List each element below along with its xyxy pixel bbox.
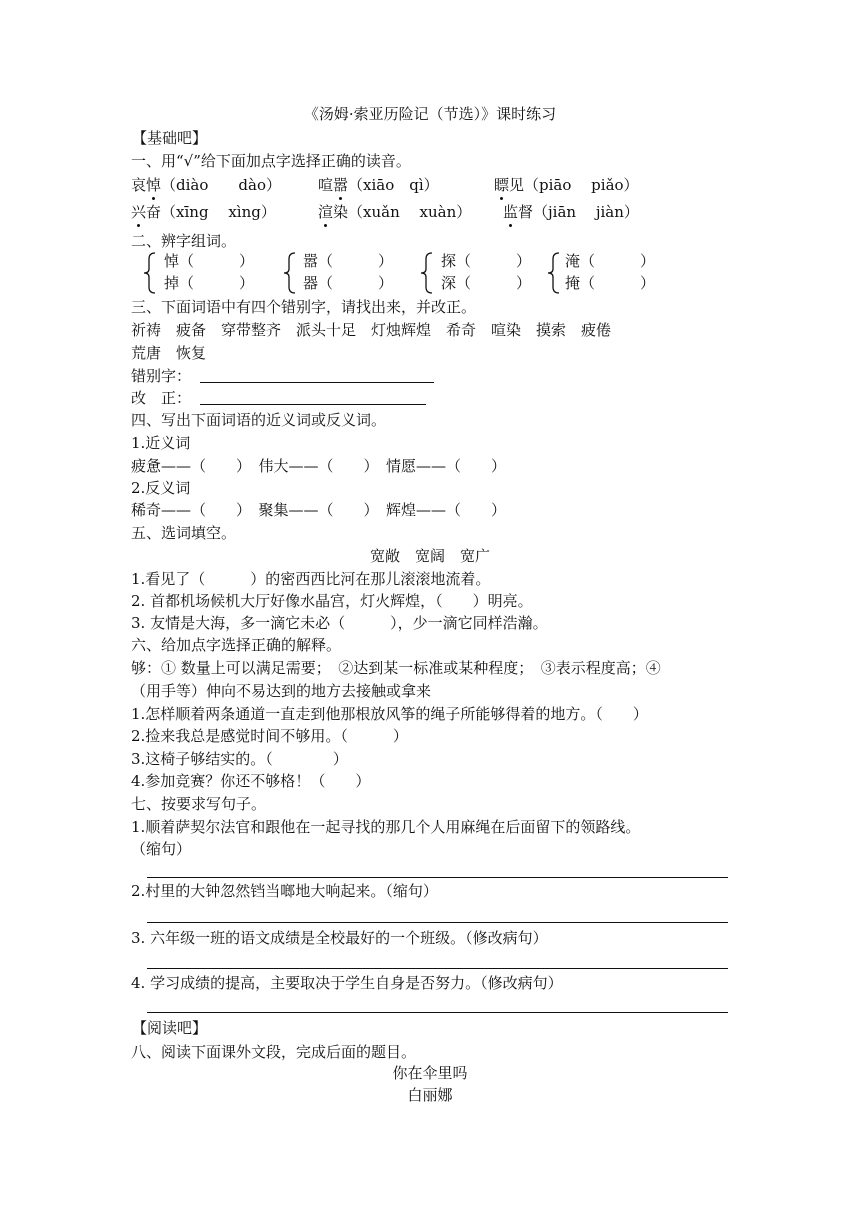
dotted-char: 嚣 xyxy=(333,176,349,194)
q7-sentence-4: 4. 学习成绩的提高，主要取决于学生自身是否努力。（修改病句） xyxy=(131,974,563,992)
q5-sentence-1: 1.看见了（ ）的密西西比河在那儿滚滚地流着。 xyxy=(131,570,491,588)
brace-icon xyxy=(547,252,561,294)
q6-definitions-line1: 够：① 数量上可以满足需要； ②达到某一标准或某种程度； ③表示程度高；④ xyxy=(131,659,661,677)
q1-item-2: 喧嚣（xiāo qì） xyxy=(318,176,439,194)
q4-antonym-items: 稀奇——（ ） 聚集——（ ） 辉煌——（ ） xyxy=(131,501,507,519)
passage-author: 白丽娜 xyxy=(407,1086,453,1104)
q7-heading: 七、按要求写句子。 xyxy=(131,795,267,813)
q4-antonym-label: 2.反义词 xyxy=(131,479,191,497)
dotted-char: 悼 xyxy=(146,176,162,194)
q2-group4-top: 淹（ ） xyxy=(565,252,656,270)
answer-line[interactable] xyxy=(147,922,728,923)
q5-sentence-3: 3. 友情是大海，多一滴它未必（ ），少一滴它同样浩瀚。 xyxy=(131,614,548,632)
q7-sentence-2: 2.村里的大钟忽然铛当啷地大响起来。（缩句） xyxy=(131,882,438,900)
q3-heading: 三、下面词语中有四个错别字，请找出来，并改正。 xyxy=(131,298,477,316)
brace-icon xyxy=(143,252,157,294)
q6-definitions-line2: （用手等）伸向不易达到的地方去接触或拿来 xyxy=(131,682,432,700)
q4-synonym-label: 1.近义词 xyxy=(131,434,191,452)
q6-sentence-4: 4.参加竞赛？你还不够格！（ ） xyxy=(131,772,371,790)
q2-group4-bottom: 掩（ ） xyxy=(565,274,656,292)
q2-group2-top: 嚣（ ） xyxy=(303,252,394,270)
answer-line[interactable] xyxy=(200,404,426,405)
q4-heading: 四、写出下面词语的近义词或反义词。 xyxy=(131,411,387,429)
q7-sentence-1-line2: （缩句） xyxy=(131,840,192,858)
q5-sentence-2: 2. 首都机场候机大厅好像水晶宫，灯火辉煌，（ ）明亮。 xyxy=(131,592,533,610)
brace-icon xyxy=(420,252,434,294)
section-header-reading: 【阅读吧】 xyxy=(132,1019,208,1037)
answer-line[interactable] xyxy=(147,877,728,878)
q1-item-3: 瞟见（piāo piǎo） xyxy=(494,176,639,194)
dotted-char: 兴 xyxy=(131,203,147,221)
q3-fix-label: 改 正： xyxy=(131,389,192,407)
q4-synonym-items: 疲惫——（ ） 伟大——（ ） 情愿——（ ） xyxy=(131,457,507,475)
q6-heading: 六、给加点字选择正确的解释。 xyxy=(131,636,342,654)
q1-item-5: 渲染（xuǎn xuàn） xyxy=(318,203,472,221)
q2-group1-top: 悼（ ） xyxy=(164,252,255,270)
q6-sentence-1: 1.怎样顺着两条通道一直走到他那根放风筝的绳子所能够得着的地方。（ ） xyxy=(131,705,648,723)
q6-sentence-3: 3.这椅子够结实的。（ ） xyxy=(131,750,348,768)
passage-title: 你在伞里吗 xyxy=(392,1064,468,1082)
q7-sentence-3: 3. 六年级一班的语文成绩是全校最好的一个班级。（修改病句） xyxy=(131,929,548,947)
dotted-char: 瞟 xyxy=(494,176,510,194)
dotted-char: 监 xyxy=(503,203,519,221)
section-header-basic: 【基础吧】 xyxy=(132,129,208,147)
q3-wrong-label: 错别字： xyxy=(131,367,192,385)
q5-word-options: 宽敞 宽阔 宽广 xyxy=(369,547,490,565)
q2-group1-bottom: 掉（ ） xyxy=(164,274,255,292)
dotted-char: 渲 xyxy=(318,203,334,221)
answer-line[interactable] xyxy=(200,382,434,383)
q1-heading: 一、用“√”给下面加点字选择正确的读音。 xyxy=(131,152,411,170)
q5-heading: 五、选词填空。 xyxy=(131,524,237,542)
q2-group2-bottom: 器（ ） xyxy=(303,274,394,292)
q2-heading: 二、辨字组词。 xyxy=(131,232,237,250)
q1-item-4: 兴奋（xīng xìng） xyxy=(131,203,276,221)
answer-line[interactable] xyxy=(147,968,728,969)
q2-group3-top: 探（ ） xyxy=(441,252,532,270)
q7-sentence-1-line1: 1.顺着萨契尔法官和跟他在一起寻找的那几个人用麻绳在后面留下的领路线。 xyxy=(131,818,641,836)
brace-icon xyxy=(283,252,297,294)
q6-sentence-2: 2.捡来我总是感觉时间不够用。（ ） xyxy=(131,727,408,745)
q3-words-line2: 荒唐 恢复 xyxy=(131,344,207,362)
q2-group3-bottom: 深（ ） xyxy=(441,274,532,292)
answer-line[interactable] xyxy=(147,1012,728,1013)
q3-words-line1: 祈祷 疲备 穿带整齐 派头十足 灯烛辉煌 希奇 喧染 摸索 疲倦 xyxy=(131,321,612,339)
q8-heading: 八、阅读下面课外文段，完成后面的题目。 xyxy=(131,1043,417,1061)
worksheet-title: 《汤姆·索亚历险记（节选）》课时练习 xyxy=(303,105,557,123)
q1-item-6: 监督（jiān jiàn） xyxy=(503,203,639,221)
q1-item-1: 哀悼（diào dào） xyxy=(131,176,281,194)
